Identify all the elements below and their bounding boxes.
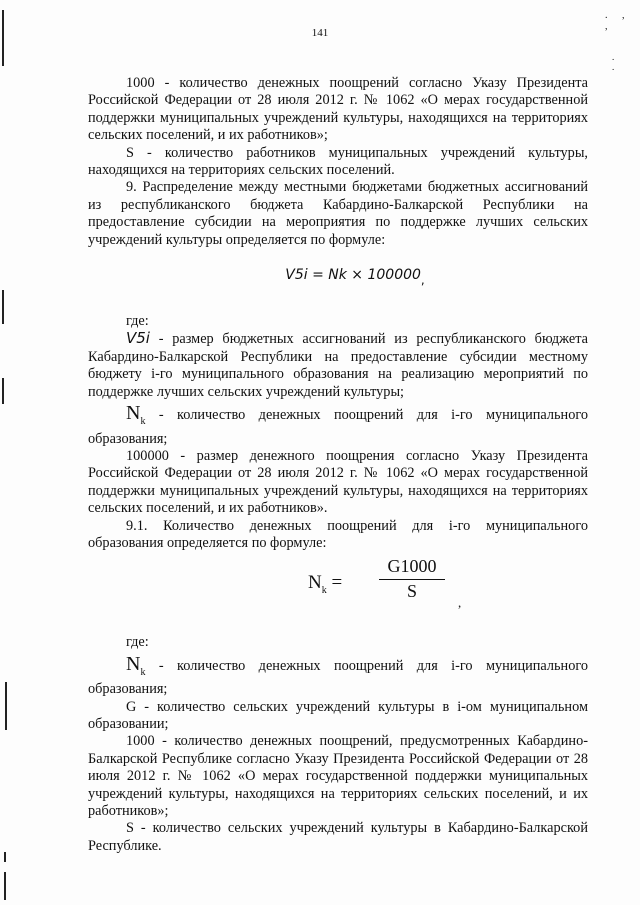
symbol-n: N xyxy=(126,402,141,425)
symbol-k-subscript: k xyxy=(140,666,146,678)
paragraph-9: 9. Распределение между местными бюджетами бюджетных ассигнований из республиканского бюджета Кабардино-Балкарской Республики на предоставление субсидии на мероприятия по поддержке лучших сельских учреждений культуры определяется по формуле: xyxy=(88,179,588,248)
scan-specks: . , , xyxy=(605,10,631,32)
formula-v5i xyxy=(88,267,588,313)
paragraph-100000-definition: 100000 - размер денежного поощрения согласно Указу Президента Российской Федерации от 28 июля 2012 г. № 1062 «О мерах государственной поддержки муниципальных учреждений культуры, находящихся на территориях сельских поселений, и их работников». xyxy=(88,447,588,517)
symbol-v5i: V5i xyxy=(126,329,150,348)
paragraph-9-1: 9.1. Количество денежных поощрений для i-го муниципального образования определяется по формуле: xyxy=(88,517,588,551)
definition-nk-2 xyxy=(88,652,588,699)
symbol-nk xyxy=(126,402,146,428)
scan-edge-mark xyxy=(2,10,4,66)
where-label: где: xyxy=(126,634,149,651)
scan-specks: . . xyxy=(612,52,623,72)
where-label: где: xyxy=(126,313,149,330)
definition-1000: 1000 - количество денежных поощрений, предусмотренных Кабардино-Балкарской Республике согласно Указу Президента Российской Федерации от 28 июля 2012 г. № 1062 «О мерах государственной поддержки муниципальных учреждений культуры, находящихся на территориях сельских поселений, и их работников»; xyxy=(88,733,588,819)
definition-nk-text: - количество денежных поощрений для i-го муниципального образования; xyxy=(88,407,588,447)
formula-v5i-expression: V5i = Nk × 100000 xyxy=(285,267,421,284)
formula-n: N xyxy=(308,572,322,594)
definition-nk-1 xyxy=(88,402,588,448)
scan-edge-mark xyxy=(4,852,6,862)
symbol-k-subscript: k xyxy=(140,416,146,428)
definition-nk-text: - количество денежных поощрений для i-го муниципального образования; xyxy=(88,657,588,698)
fraction-numerator: G1000 xyxy=(379,558,445,579)
page-number: 141 xyxy=(311,27,329,39)
formula-equals: = xyxy=(326,572,343,594)
symbol-nk xyxy=(126,652,146,678)
definition-v5i-text: - размер бюджетных ассигнований из республиканского бюджета Кабардино-Балкарской Республики на предоставление субсидии местному бюджету i-го муниципального образования на реализацию мероприятий по поддержке лучших сельских учреждений культуры; xyxy=(88,331,588,400)
fraction xyxy=(379,558,445,600)
scan-edge-mark xyxy=(4,872,6,900)
formula-nk xyxy=(88,556,588,614)
formula-comma: , xyxy=(420,273,425,288)
symbol-n: N xyxy=(126,652,141,675)
definition-g: G - количество сельских учреждений культуры в i-ом муниципальном образовании; xyxy=(88,698,588,732)
document-body xyxy=(88,75,588,855)
fraction-denominator: S xyxy=(406,580,417,601)
formula-k-subscript: k xyxy=(321,585,327,597)
formula-nk-lhs xyxy=(308,574,342,599)
scan-edge-mark xyxy=(2,290,4,324)
scan-edge-mark xyxy=(2,378,4,404)
formula-comma: , xyxy=(458,595,462,611)
paragraph-s-definition: S - количество работников муниципальных учреждений культуры, находящихся на территориях сельских поселений. xyxy=(88,144,588,179)
scan-edge-mark xyxy=(5,682,7,730)
definition-v5i xyxy=(88,330,588,401)
definition-s: S - количество сельских учреждений культуры в Кабардино-Балкарской Республике. xyxy=(88,820,588,854)
paragraph-1000-definition: 1000 - количество денежных поощрений согласно Указу Президента Российской Федерации от 28 июля 2012 г. № 1062 «О мерах государственной поддержки муниципальных учреждений культуры, находящихся на территориях сельских поселений, и их работников»; xyxy=(88,75,588,144)
